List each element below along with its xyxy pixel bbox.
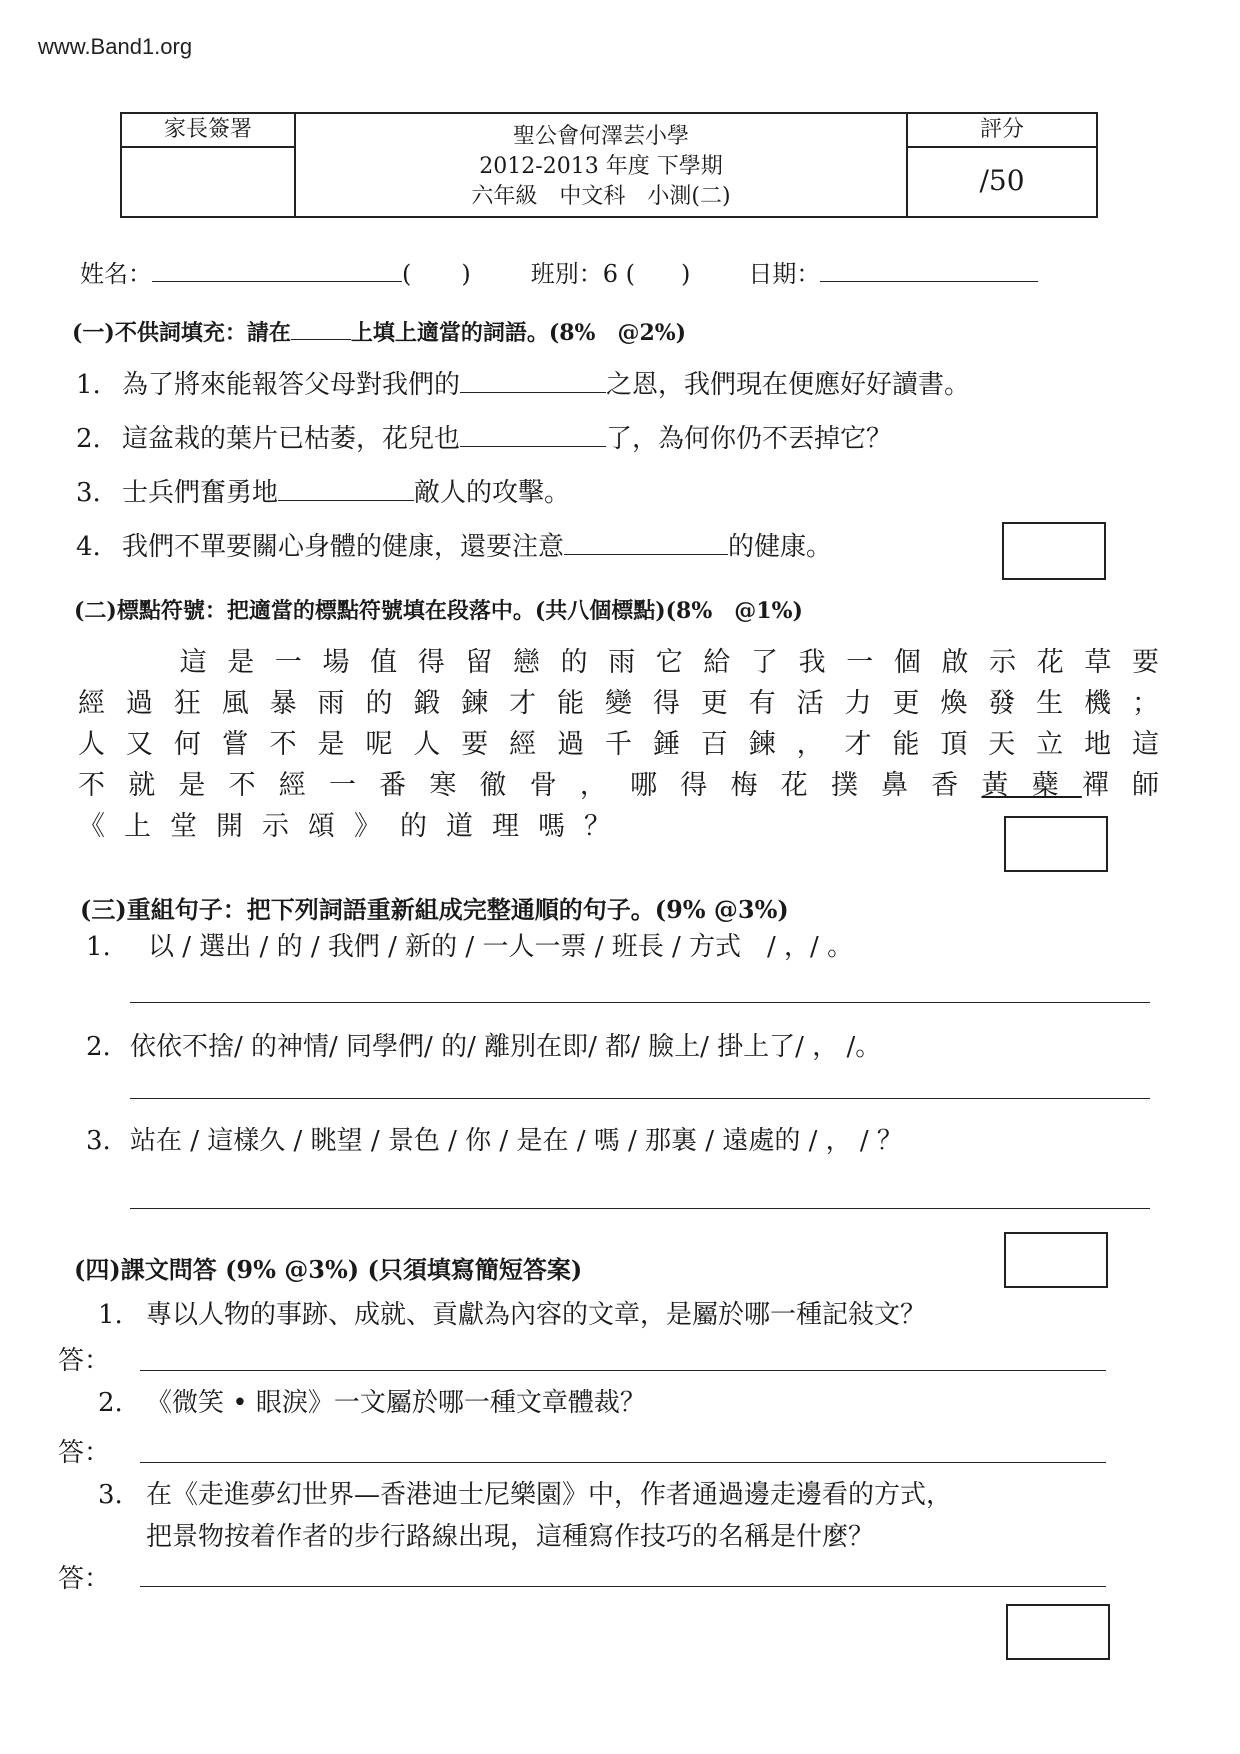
date-label: 日期： [748, 260, 821, 288]
section1-title-prefix: (一)不供詞填充：請在 [72, 320, 291, 346]
answer-label: 答： [58, 1438, 111, 1468]
section1-score-box[interactable] [1002, 522, 1106, 580]
question-text: 的健康。 [728, 532, 833, 562]
course: 六年級 中文科 小測(二) [471, 184, 731, 209]
school-info-cell [296, 114, 908, 216]
score-label: 評分 [908, 114, 1096, 148]
student-info [80, 254, 1038, 289]
header-table [120, 112, 1098, 218]
class-label: 班別：6 ( [530, 260, 636, 288]
s1-question-1 [76, 364, 970, 401]
question-number: 4. [76, 532, 101, 562]
question-text: 敵人的攻擊。 [414, 478, 571, 508]
question-number: 2. [86, 1032, 111, 1062]
question-text: 依依不捨/ 的神情/ 同學們/ 的/ 離別在即/ 都/ 臉上/ 掛上了/ ， /。 [130, 1032, 882, 1062]
parent-signature-cell [122, 114, 296, 216]
paragraph-text: 這是一場值得留戀的雨它給了我一個啟示花草要經過狂風暴雨的鍛鍊才能變得更有活力更煥發生機；人又何嘗不是呢人要經過千錘百鍊，才能頂天立地這不就是不經一番寒徹骨，哪得梅花撲鼻香 [78, 647, 1178, 801]
s3-question-3 [86, 1120, 903, 1157]
question-number: 3. [86, 1126, 111, 1156]
question-text: 之恩，我們現在便應好好讀書。 [606, 370, 971, 400]
sample-blank [291, 321, 351, 340]
term: 2012-2013 年度 下學期 [479, 154, 723, 179]
name-field[interactable] [152, 259, 402, 282]
fill-blank[interactable] [278, 478, 414, 501]
question-number: 1. [98, 1300, 123, 1330]
question-text: 《微笑 • 眼淚》一文屬於哪一種文章體裁？ [146, 1388, 646, 1418]
question-text: 士兵們奮勇地 [122, 478, 279, 508]
question-text: 在《走進夢幻世界—香港迪士尼樂園》中，作者通過邊走邊看的方式， [146, 1480, 953, 1510]
section2-score-box[interactable] [1004, 816, 1108, 872]
question-number: 1. [76, 370, 101, 400]
open-paren: ( [402, 260, 412, 288]
watermark-url: www.Band1.org [38, 34, 193, 59]
question-text: 以 / 選出 / 的 / 我們 / 新的 / 一人一票 / 班長 / 方式 / ，/ 。 [148, 932, 854, 962]
s1-question-3 [76, 472, 570, 509]
question-text: 我們不單要關心身體的健康，還要注意 [122, 532, 565, 562]
close-paren: ) [461, 260, 471, 288]
question-text: 專以人物的事跡、成就、貢獻為內容的文章，是屬於哪一種記敍文？ [146, 1300, 927, 1330]
s4-question-2 [98, 1382, 646, 1419]
answer-line[interactable] [130, 1208, 1150, 1209]
parent-signature-label: 家長簽署 [122, 114, 294, 148]
total-score: /50 [979, 164, 1025, 197]
class-close: ) [681, 260, 691, 288]
answer-label: 答： [58, 1564, 111, 1594]
s4-question-3 [98, 1474, 952, 1511]
section1-title-suffix: 上填上適當的詞語。(8% @2%) [350, 320, 687, 346]
school-name: 聖公會何澤芸小學 [512, 124, 689, 149]
answer-line[interactable] [140, 1462, 1106, 1463]
score-cell [908, 114, 1096, 216]
answer-line[interactable] [140, 1370, 1106, 1371]
s1-question-2 [76, 418, 892, 455]
section1-title [72, 316, 686, 347]
question-text: 這盆栽的葉片已枯萎，花兒也 [122, 424, 461, 454]
underlined-name: 黃蘗 [981, 770, 1082, 801]
s4-question-1 [98, 1294, 926, 1331]
answer-label: 答： [58, 1346, 111, 1376]
fill-blank[interactable] [460, 370, 606, 393]
section3-score-box[interactable] [1004, 1232, 1108, 1288]
s3-question-2 [86, 1026, 881, 1063]
section2-title: (二)標點符號：把適當的標點符號填在段落中。(共八個標點)(8% @1%) [74, 598, 803, 624]
section4-score-box[interactable] [1006, 1604, 1110, 1660]
question-number: 2. [98, 1388, 123, 1418]
question-text: 了，為何你仍不丟掉它？ [606, 424, 893, 454]
fill-blank[interactable] [564, 532, 728, 555]
question-number: 3. [98, 1480, 123, 1510]
section4-title: (四)課文問答 (9% @3%) (只須填寫簡短答案) [74, 1255, 583, 1284]
section3-title: (三)重組句子：把下列詞語重新組成完整通順的句子。(9% @3%) [80, 895, 789, 924]
fill-blank[interactable] [460, 424, 606, 447]
question-number: 1. [86, 932, 111, 962]
question-number: 2. [76, 424, 101, 454]
answer-line[interactable] [130, 1002, 1150, 1003]
date-field[interactable] [820, 259, 1038, 282]
s3-question-1 [86, 926, 853, 963]
paragraph-text-end: 禪師《上堂開示頌》的道理嗎？ [78, 770, 1179, 842]
question-text: 站在 / 這樣久 / 眺望 / 景色 / 你 / 是在 / 嗎 / 那裏 / 遠處的 / ， / ？ [130, 1126, 903, 1156]
name-label: 姓名： [80, 260, 152, 288]
question-number: 3. [76, 478, 101, 508]
question-text: 為了將來能報答父母對我們的 [122, 370, 461, 400]
answer-line[interactable] [140, 1586, 1106, 1587]
s1-question-4 [76, 526, 832, 563]
s4-question-3-line2: 把景物按着作者的步行路線出現，這種寫作技巧的名稱是什麼？ [146, 1522, 875, 1552]
answer-line[interactable] [130, 1098, 1150, 1099]
